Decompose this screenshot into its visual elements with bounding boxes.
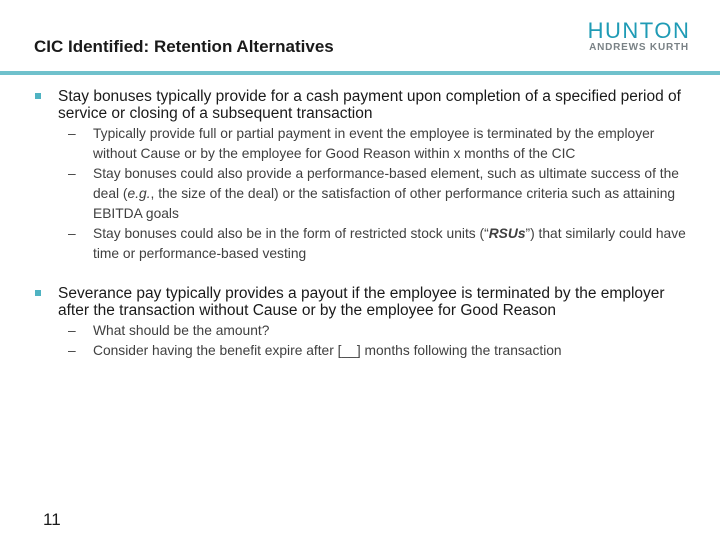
sub-bullet [35,164,690,224]
sub-bullet [35,224,690,264]
sub-bullet-text: , the size of the deal) or the satisfaction of other performance criteria such as attaining EBITDA goals [93,186,676,221]
bullet-severance-pay [35,285,690,319]
logo-line-2: ANDREWS KURTH [589,42,689,53]
bullet-stay-bonuses [35,88,690,122]
slide-title: CIC Identified: Retention Alternatives [34,37,334,56]
sub-bullet-text: Stay bonuses could also be in the form of restricted stock units (“ [93,226,489,241]
bullet-text: Stay bonuses typically provide for a cash payment upon completion of a specified period of service or closing of a subsequent transaction [58,88,681,122]
sub-bullet [35,124,690,164]
sub-list [35,124,690,264]
sub-bullet [35,341,690,361]
sub-list [35,321,690,361]
logo-line-1: HUNTON [587,18,691,43]
sub-bullet-italic: e.g. [127,186,151,201]
dash-bullet-icon: – [68,126,76,141]
square-bullet-icon [35,93,41,99]
dash-bullet-icon: – [68,226,76,241]
sub-bullet-text: Typically provide full or partial payment in event the employee is terminated by the employer without Cause or by the employee for Good Reason within x months of the CIC [93,126,655,161]
slide-body [35,88,690,361]
firm-logo [587,20,691,54]
square-bullet-icon [35,290,41,296]
header-divider [0,71,720,75]
sub-bullet-text: What should be the amount? [93,323,270,338]
sub-bullet-text: Consider having the benefit expire after [__] months following the transaction [93,343,562,358]
dash-bullet-icon: – [68,323,76,338]
page-number: 11 [43,510,61,529]
sub-bullet-text: ”) that similarly could have time or performance-based vesting [93,226,686,261]
dash-bullet-icon: – [68,166,76,181]
bullet-text: Severance pay typically provides a payout if the employee is terminated by the employer after the transaction without Cause or by the employee for Good Reason [58,285,665,319]
dash-bullet-icon: – [68,343,76,358]
sub-bullet-text: Stay bonuses could also provide a performance-based element, such as ultimate success of the deal ( [93,166,679,201]
sub-bullet-defined-term: RSUs [488,226,526,241]
sub-bullet [35,321,690,341]
